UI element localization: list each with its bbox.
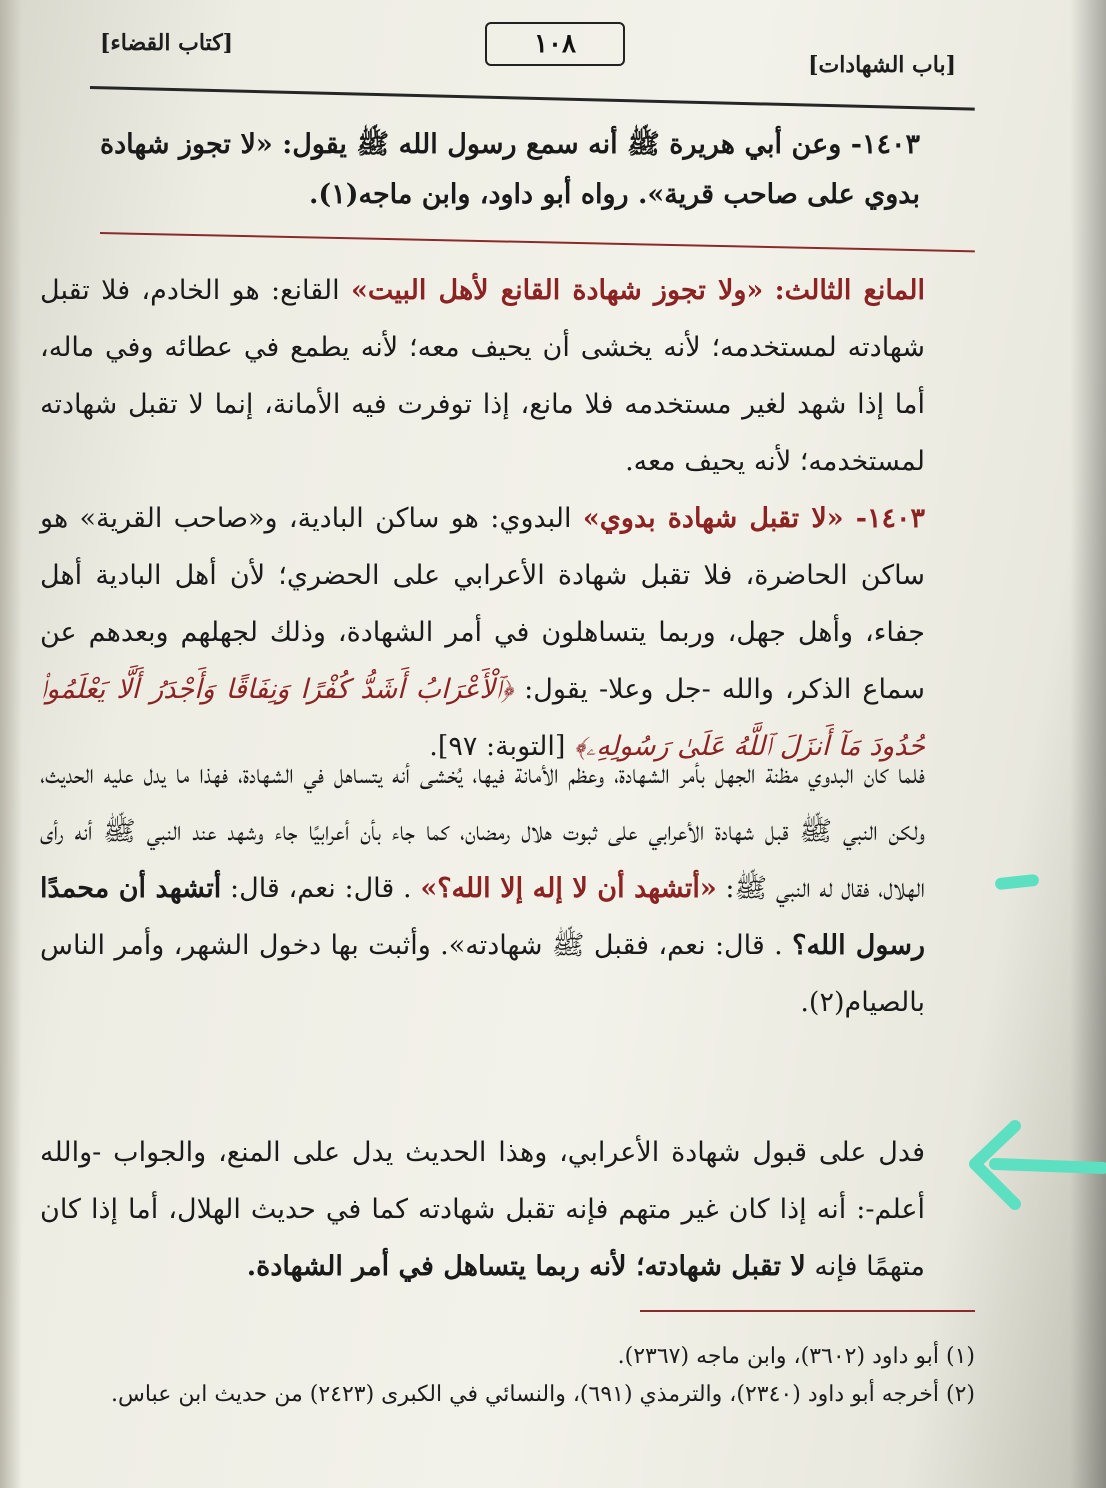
- commentary-paragraph-3: [40, 746, 925, 1031]
- header-rule: [90, 86, 975, 111]
- chapter-title: [كتاب القضاء]: [100, 30, 234, 56]
- verse-reference: [التوبة: ٩٧].: [429, 731, 566, 762]
- emphasized-text: لا تقبل شهادته؛ لأنه ربما يتساهل في أمر الشهادة.: [246, 1251, 806, 1282]
- footnote-2: (٢) أخرجه أبو داود (٢٣٤٠)، والترمذي (٦٩١)، والنسائي في الكبرى (٢٤٢٣) من حديث ابن عباس.: [111, 1382, 975, 1407]
- paragraph-label: المانع الثالث:: [774, 275, 925, 306]
- hadith-heading: ١٤٠٣- «لا تقبل شهادة بدوي»: [582, 503, 925, 534]
- quoted-phrase: «ولا تجوز شهادة القانع لأهل البيت»: [350, 275, 764, 306]
- footnotes: [20, 1338, 975, 1414]
- commentary-paragraph-1: [40, 262, 925, 775]
- commentary-paragraph-4: [40, 1124, 925, 1295]
- page-left-edge: [0, 0, 22, 1488]
- running-head: [60, 18, 1046, 78]
- section-title: [باب الشهادات]: [808, 52, 956, 78]
- paragraph-text: فدل على قبول شهادة الأعرابي، وهذا الحديث يدل على المنع، والجواب -والله أعلم-: أنه إذا كان غير متهم فإنه تقبل شهادته كما في حديث الهلال، أما إذا كان متهمًا فإنه: [40, 1137, 925, 1282]
- paragraph-text: فلما كان البدوي مظنة الجهل بأمر الشهادة، وعظم الأمانة فيها، يُخشى أنه يتساهل في الشهادة، فهذا ما يدل عليه الحديث، ولكن النبي ﷺ قبل شهادة الأعرابي على ثبوت هلال رمضان، كما جاء بأن أعرابيًا جاء وشهد عند النبي ﷺ أنه رأى الهلال، فقال له النبي ﷺ:: [40, 759, 925, 904]
- page-number: ١٠٨: [485, 22, 625, 66]
- hadith-text: ١٤٠٣- وعن أبي هريرة ﷺ أنه سمع رسول الله ﷺ يقول: «لا تجوز شهادة بدوي على صاحب قرية». رواه أبو داود، وابن ماجه(١).: [100, 129, 920, 210]
- highlight-arrow-icon: [965, 1112, 1106, 1222]
- paragraph-text: القانع: هو الخادم، فلا تقبل شهادته لمستخدمه؛ لأنه يخشى أن يحيف معه؛ لأنه يطمع في عطائه وفي ماله، أما إذا شهد لغير مستخدمه فلا مانع، إذا توفرت فيه الأمانة، إنما لا تقبل شهادته لمستخدمه؛ لأنه يحيف معه.: [40, 275, 925, 477]
- paragraph-text: . قال: نعم، فقبل ﷺ شهادته». وأثبت بها دخول الشهر، وأمر الناس بالصيام(٢).: [40, 930, 925, 1018]
- footnote-rule: [640, 1310, 975, 1312]
- hadith-divider: [100, 232, 975, 252]
- quran-verse: ﴿ٱلْأَعْرَابُ أَشَدُّ كُفْرًا وَنِفَاقًا وَأَجْدَرُ أَلَّا يَعْلَمُوا۟ حُدُودَ مَآ أَنزَلَ ٱللَّهُ عَلَىٰ رَسُولِهِۦ﴾: [40, 674, 925, 762]
- paragraph-text: . قال: نعم، قال:: [221, 873, 412, 904]
- highlight-mark: [994, 874, 1039, 891]
- footnote-1: (١) أبو داود (٣٦٠٢)، وابن ماجه (٢٣٦٧).: [617, 1344, 975, 1369]
- spine-shadow: [1070, 0, 1106, 1488]
- quoted-question-2: أتشهد أن محمدًا رسول الله؟: [40, 873, 925, 961]
- quoted-question-1: «أتشهد أن لا إله إلا الله؟»: [420, 873, 717, 904]
- paragraph-text: البدوي: هو ساكن البادية، و«صاحب القرية» هو ساكن الحاضرة، فلا تقبل شهادة الأعرابي على الحضري؛ لأن أهل البادية أهل جفاء، وأهل جهل، وربما يتساهلون في أمر الشهادة، وذلك لجهلهم وبعدهم عن سماع الذكر، والله -جل وعلا- يقول:: [40, 503, 925, 705]
